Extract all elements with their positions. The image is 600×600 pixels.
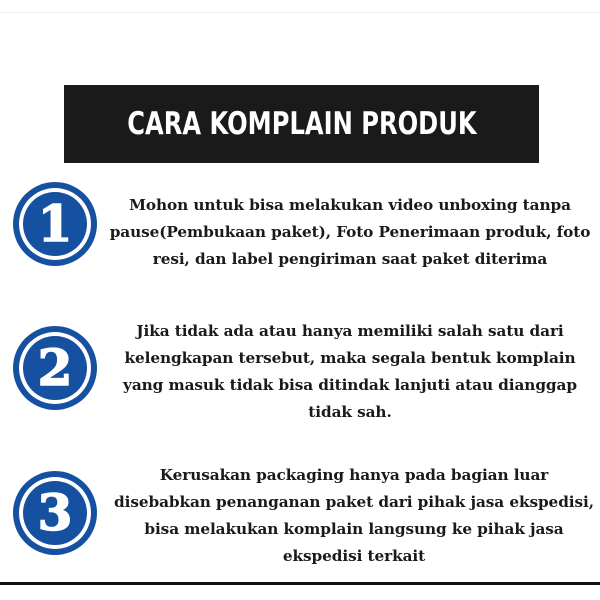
number-badge-1 bbox=[12, 181, 98, 267]
title-banner bbox=[64, 85, 539, 163]
badge-number-3: 3 bbox=[37, 483, 73, 542]
badge-number-2: 2 bbox=[37, 338, 73, 397]
step-1-line-2: pause(Pembukaan paket), Foto Penerimaan produk, foto bbox=[109, 223, 591, 241]
step-2-line-1: Jika tidak ada atau hanya memiliki salah satu dari bbox=[136, 322, 564, 340]
step-3-line-4: ekspedisi terkait bbox=[282, 547, 426, 565]
step-2-line-3: yang masuk tidak bisa ditindak lanjuti atau dianggap bbox=[123, 376, 577, 394]
step-1-line-1: Mohon untuk bisa melakukan video unboxing tanpa bbox=[129, 196, 571, 214]
badge-number-1: 1 bbox=[37, 194, 73, 253]
number-badge-2 bbox=[12, 325, 98, 411]
step-3-line-1: Kerusakan packaging hanya pada bagian luar bbox=[159, 466, 549, 484]
step-description-2 bbox=[102, 318, 598, 426]
step-3-line-3: bisa melakukan komplain langsung ke pihak jasa bbox=[144, 520, 564, 538]
page-title: CARA KOMPLAIN PRODUK bbox=[126, 106, 477, 142]
number-badge-3 bbox=[12, 470, 98, 556]
step-3-line-2: disebabkan penanganan paket dari pihak jasa ekspedisi, bbox=[114, 493, 594, 511]
bottom-divider bbox=[0, 582, 600, 585]
top-divider bbox=[0, 12, 600, 13]
step-2-line-2: kelengkapan tersebut, maka segala bentuk komplain bbox=[124, 349, 576, 367]
step-2-line-4: tidak sah. bbox=[308, 403, 392, 421]
step-1-line-3: resi, dan label pengiriman saat paket diterima bbox=[152, 250, 548, 268]
step-description-1 bbox=[104, 192, 596, 273]
step-description-3 bbox=[108, 462, 600, 570]
